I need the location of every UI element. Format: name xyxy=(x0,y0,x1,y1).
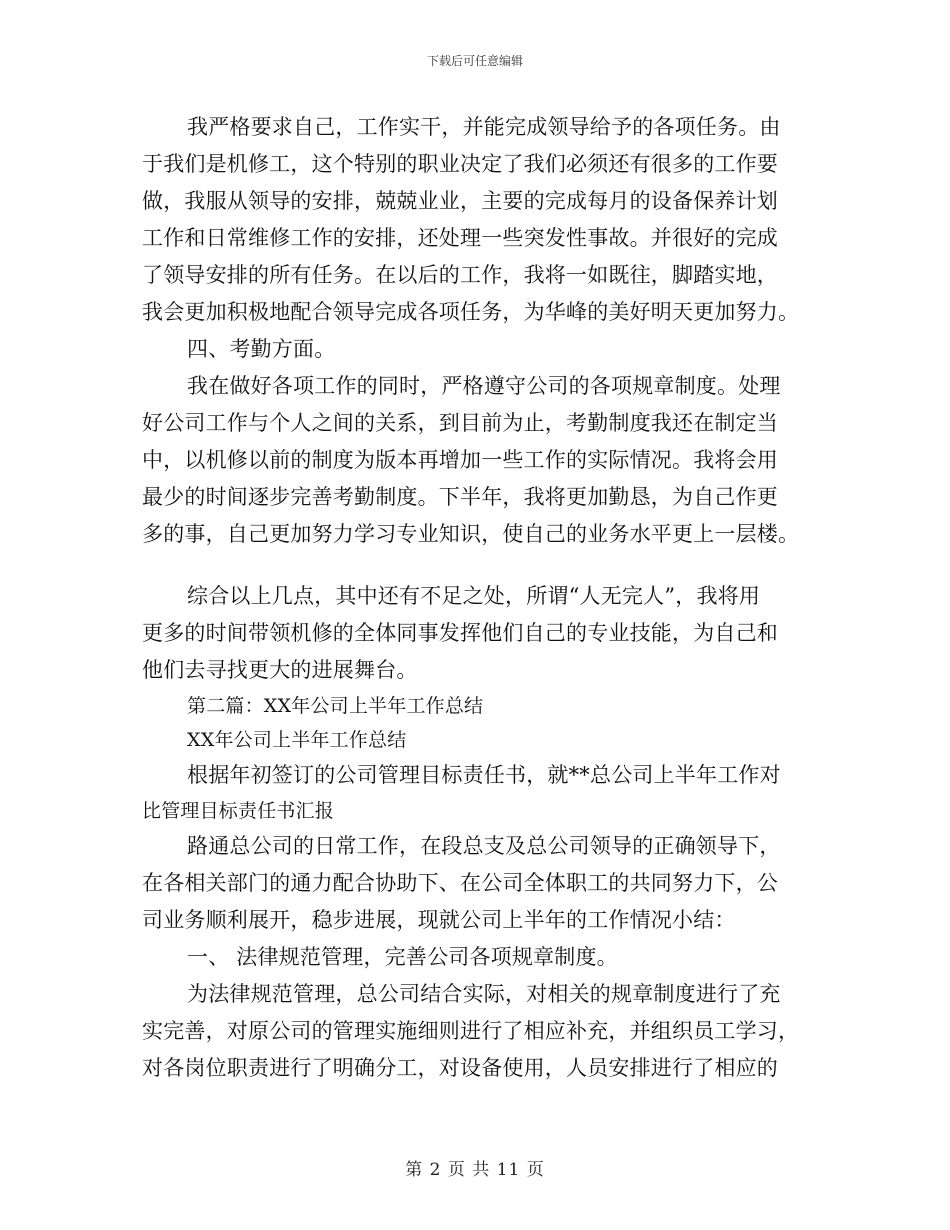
body-line: 路通总公司的日常工作，在段总支及总公司领导的正确领导下， xyxy=(187,834,781,858)
body-line: 对各岗位职责进行了明确分工，对设备使用，人员安排进行了相应的 xyxy=(142,1056,778,1080)
body-line: 于我们是机修工，这个特别的职业决定了我们必须还有很多的工作要 xyxy=(142,152,778,176)
body-line: 综合以上几点，其中还有不足之处，所谓“人无完人”，我将用 xyxy=(187,584,761,608)
body-line: 更多的时间带领机修的全体同事发挥他们自己的专业技能，为自己和 xyxy=(142,621,778,645)
document-body xyxy=(142,109,814,1087)
body-line: 好公司工作与个人之间的关系，到目前为止，考勤制度我还在制定当 xyxy=(142,411,778,435)
section-heading: 一、 法律规范管理，完善公司各项规章制度。 xyxy=(187,945,618,969)
body-line: 工作和日常维修工作的安排，还处理一些突发性事故。并很好的完成 xyxy=(142,226,778,250)
section-heading: 四、考勤方面。 xyxy=(187,337,336,361)
body-line: 我会更加积极地配合领导完成各项任务，为华峰的美好明天更加努力。 xyxy=(142,300,800,324)
body-line: 多的事，自己更加努力学习专业知识，使自己的业务水平更上一层楼。 xyxy=(142,522,800,546)
body-line: 我严格要求自己，工作实干，并能完成领导给予的各项任务。由 xyxy=(187,115,781,139)
body-line: 在各相关部门的通力配合协助下、在公司全体职工的共同努力下，公 xyxy=(142,871,778,895)
body-line: 中，以机修以前的制度为版本再增加一些工作的实际情况。我将会用 xyxy=(142,448,778,472)
body-line: 做，我服从领导的安排，兢兢业业，主要的完成每月的设备保养计划 xyxy=(142,189,778,213)
page-footer: 第 2 页 共 11 页 xyxy=(405,1160,545,1180)
page-header: 下载后可任意编辑 xyxy=(426,54,523,68)
body-line: 根据年初签订的公司管理目标责任书，就**总公司上半年工作对 xyxy=(187,763,781,787)
body-line: 比管理目标责任书汇报 xyxy=(142,800,335,822)
body-line: 我在做好各项工作的同时，严格遵守公司的各项规章制度。处理 xyxy=(187,374,781,398)
part-subtitle: XX年公司上半年工作总结 xyxy=(187,729,407,751)
paragraph-gap xyxy=(142,553,814,578)
part-title: 第二篇：XX年公司上半年工作总结 xyxy=(187,695,484,717)
body-line: 了领导安排的所有任务。在以后的工作，我将一如既往，脚踏实地， xyxy=(142,263,778,287)
body-line: 他们去寻找更大的进展舞台。 xyxy=(142,658,418,682)
body-line: 实完善，对原公司的管理实施细则进行了相应补充，并组织员工学习， xyxy=(142,1019,800,1043)
body-line: 为法律规范管理，总公司结合实际，对相关的规章制度进行了充 xyxy=(187,982,781,1006)
body-line: 最少的时间逐步完善考勤制度。下半年，我将更加勤恳，为自己作更 xyxy=(142,485,778,509)
body-line: 司业务顺利展开，稳步进展，现就公司上半年的工作情况小结： xyxy=(142,908,736,932)
